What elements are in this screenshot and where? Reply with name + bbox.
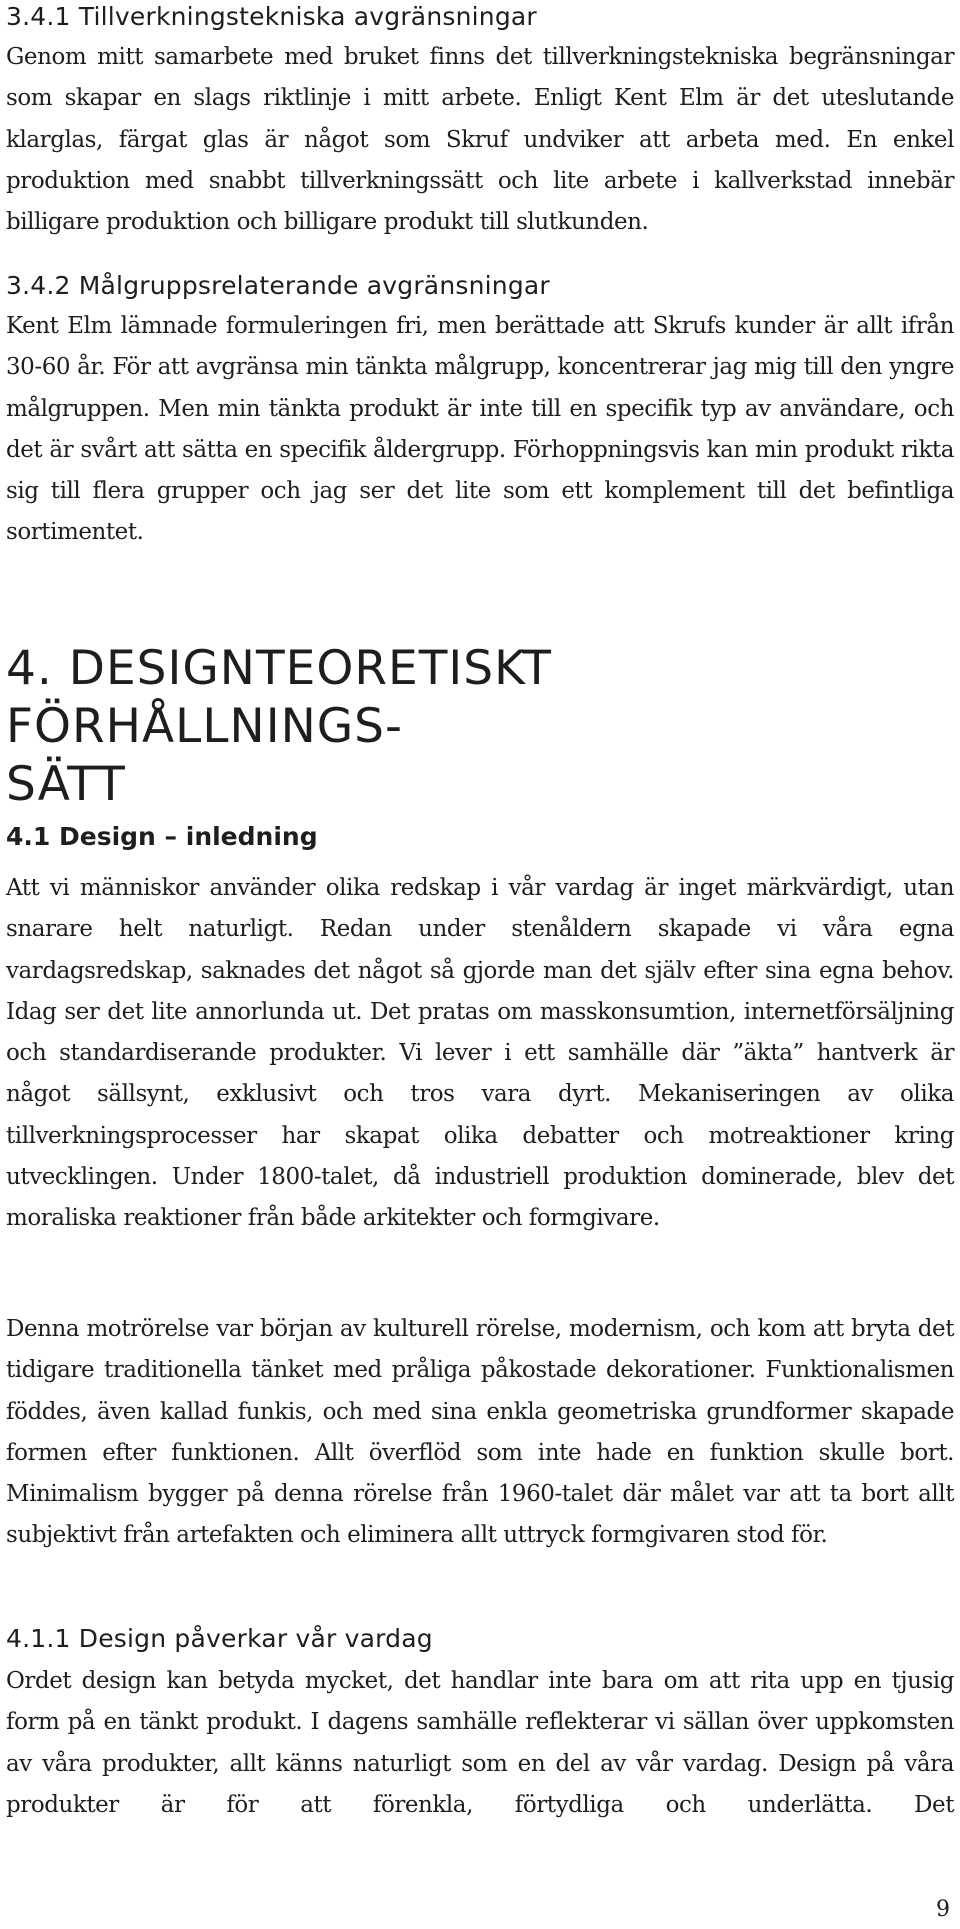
chapter-4-heading	[6, 640, 956, 814]
section-3-4-2-paragraph: Kent Elm lämnade formuleringen fri, men berättade att Skrufs kunder är allt ifrån 30-60 år. För att avgränsa min tänkta målgrupp, koncentrerar jag mig till den yngre målgruppen. Men min tänkta produkt är inte till en specifik typ av användare, och det är svårt att sätta en specifik åldergrupp. Förhoppningsvis kan min produkt rikta sig till flera grupper och jag ser det lite som ett komplement till det befintliga sortimentet.	[6, 313, 954, 546]
section-4-1-paragraph-1: Att vi människor använder olika redskap i vår vardag är inget märkvärdigt, utan snarare helt naturligt. Redan under stenåldern skapade vi våra egna vardagsredskap, saknades det något så gjorde man det själv efter sina egna behov. Idag ser det lite annorlunda ut. Det pratas om masskonsumtion, internetförsäljning och standardiserande produkter. Vi lever i ett samhälle där ”äkta” hantverk är något sällsynt, exklusivt och tros vara dyrt. Mekaniseringen av olika tillverkningsprocesser har skapat olika debatter och motreaktioner kring utvecklingen. Under 1800-talet, då industriell produktion dominerade, blev det moraliska reaktioner från både arkitekter och formgivare.	[6, 875, 954, 1232]
section-4-1-heading: 4.1 Design – inledning	[6, 822, 318, 851]
section-4-1-paragraph-2: Denna motrörelse var början av kulturell rörelse, modernism, och kom att bryta det tidigare traditionella tänket med pråliga påkostade dekorationer. Funktionalismen föddes, även kallad funkis, och med sina enkla geometriska grundformer skapade formen efter funktionen. Allt överflöd som inte hade en funktion skulle bort. Minimalism bygger på denna rörelse från 1960-talet där målet var att ta bort allt subjektivt från artefakten och eliminera allt uttryck formgivaren stod för.	[6, 1316, 954, 1549]
chapter-4-heading-line-2: SÄTT	[6, 757, 126, 812]
section-3-4-1-paragraph: Genom mitt samarbete med bruket finns det tillverkningstekniska begränsningar som skapar en slags riktlinje i mitt arbete. Enligt Kent Elm är det uteslutande klarglas, färgat glas är något som Skruf undviker att arbeta med. En enkel produktion med snabbt tillverkningssätt och lite arbete i kallverkstad innebär billigare produktion och billigare produkt till slutkunden.	[6, 44, 954, 236]
page-number: 9	[936, 1897, 950, 1922]
section-4-1-1-heading: 4.1.1 Design påverkar vår vardag	[6, 1624, 433, 1653]
section-3-4-2-heading: 3.4.2 Målgruppsrelaterande avgränsningar	[6, 271, 550, 300]
section-4-1-1-paragraph: Ordet design kan betyda mycket, det handlar inte bara om att rita upp en tjusig form på en tänkt produkt. I dagens samhälle reflekterar vi sällan över uppkomsten av våra produkter, allt känns naturligt som en del av vår vardag. Design på våra produkter är för att förenkla, förtydliga och underlätta. Det	[6, 1668, 954, 1818]
section-3-4-1-heading: 3.4.1 Tillverkningstekniska avgränsningar	[6, 2, 537, 31]
chapter-4-heading-line-1: 4. DESIGNTEORETISKT FÖRHÅLLNINGS-	[6, 641, 552, 754]
